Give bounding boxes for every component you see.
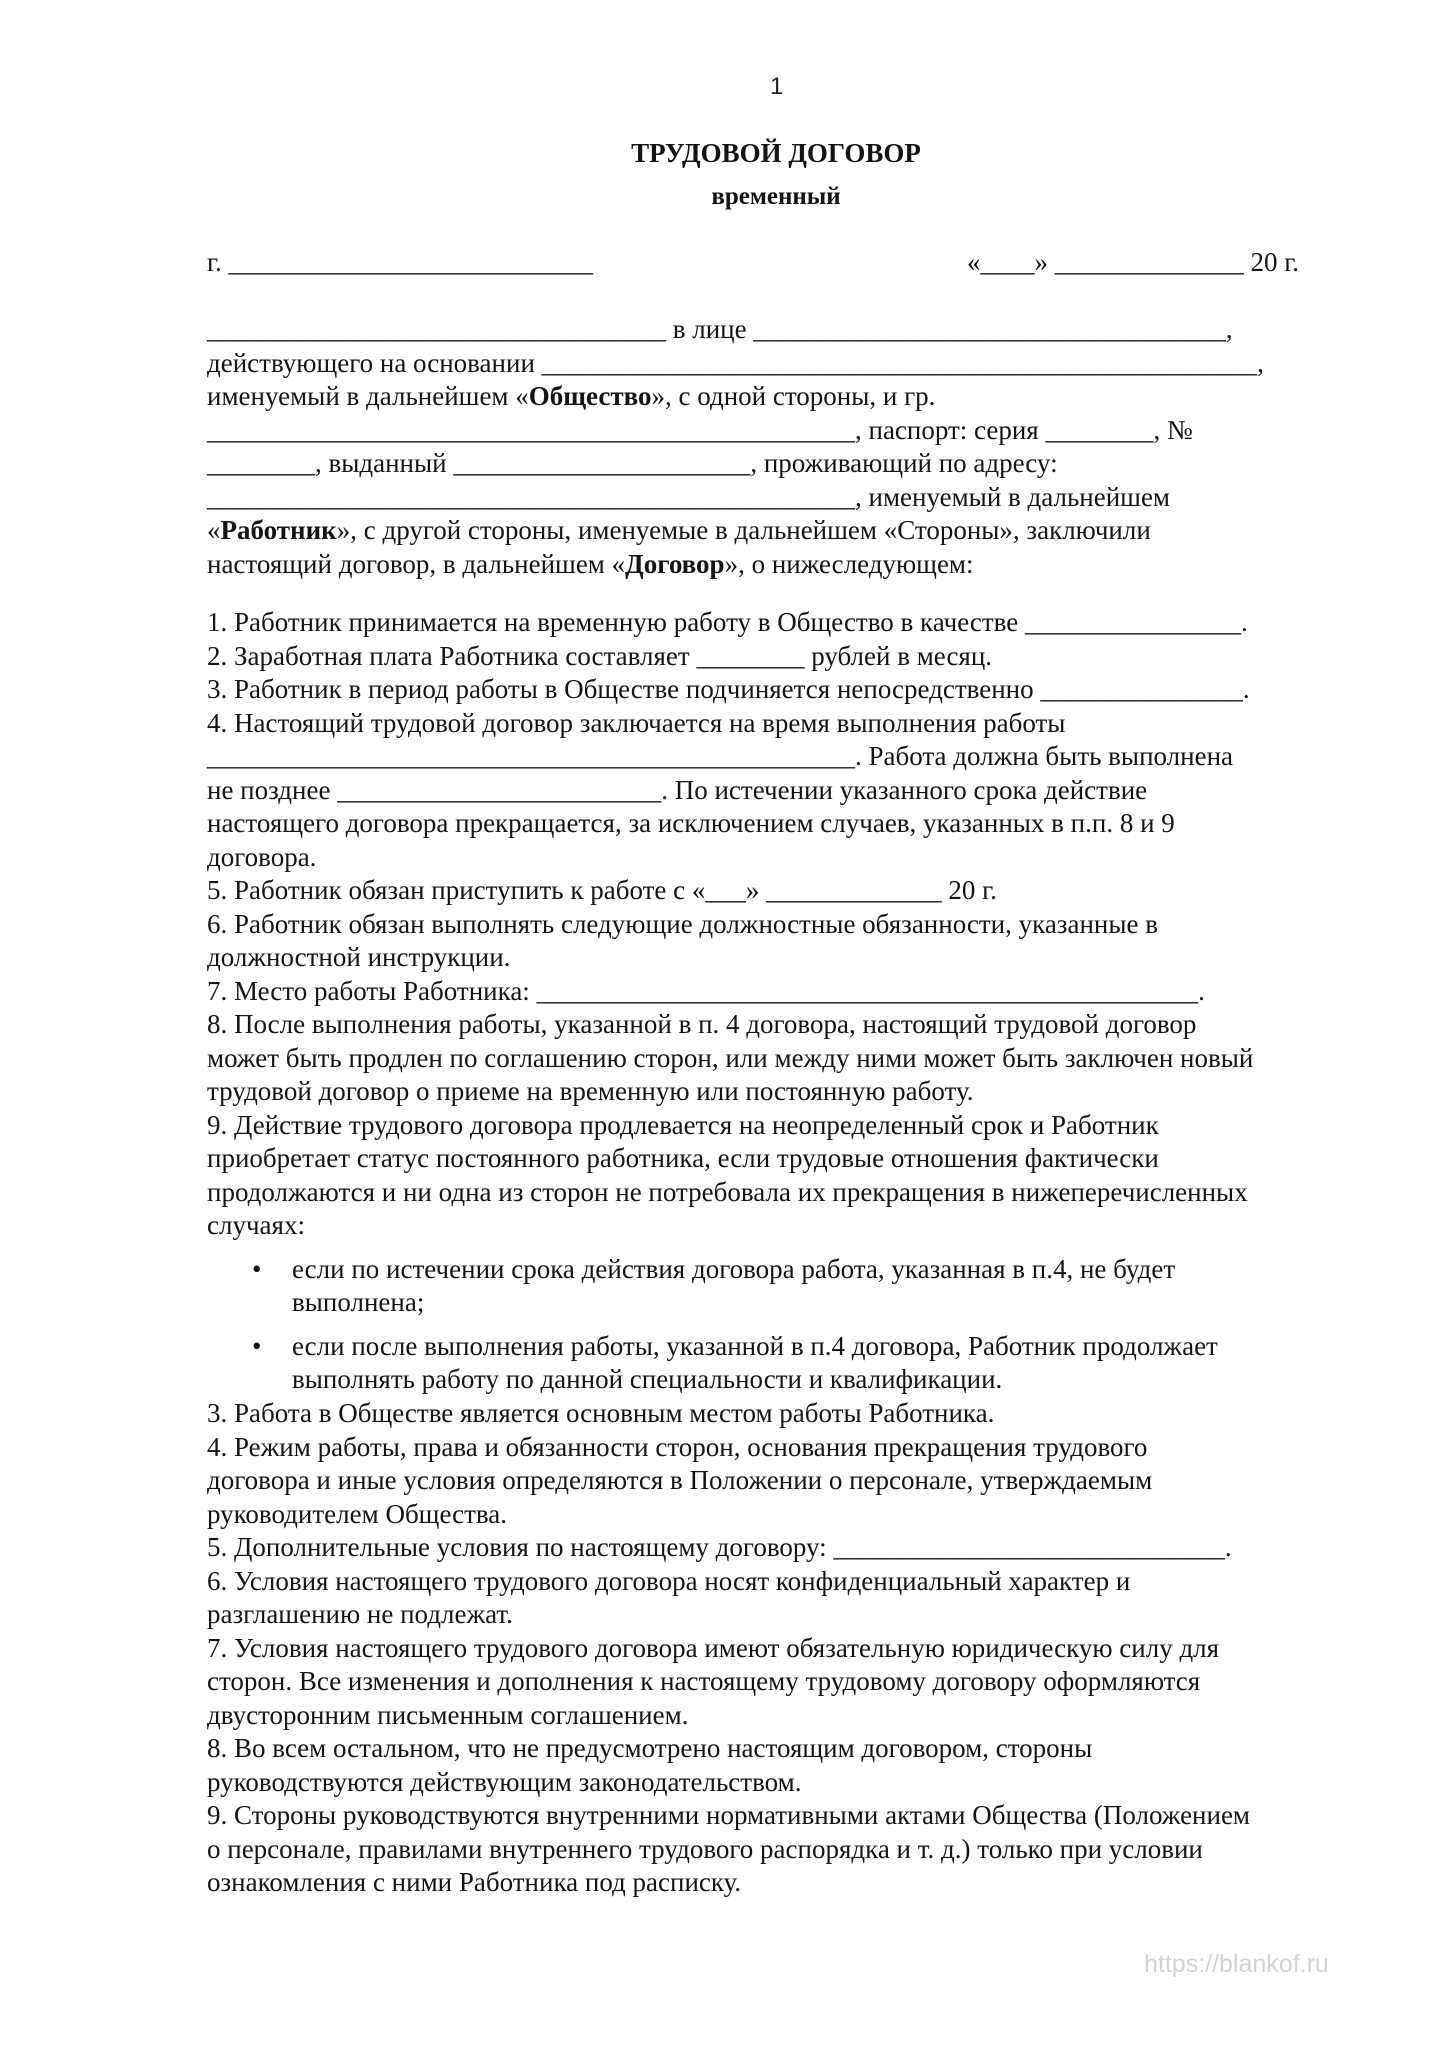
clause-line: 5. Дополнительные условия по настоящему договору: _____________________________. [207,1532,1232,1562]
clause-line: 7. Место работы Работника: _________________________________________________. [207,975,1205,1006]
clause-line: ________________________________________________. Работа должна быть выполнена [207,741,1233,771]
terms-section-2 [207,1397,1347,1900]
society-term: Общество [528,381,652,411]
clause-line: 8. После выполнения работы, указанной в п. 4 договора, настоящий трудовой договор [207,1009,1197,1039]
clause-line: настоящего договора прекращается, за исключением случаев, указанных в п.п. 8 и 9 [207,808,1175,838]
clause-line: 6. Работник обязан выполнять следующие должностные обязанности, указанные в [207,908,1158,939]
clause-line: договора и иные условия определяются в Положении о персонале, утверждаемым [207,1465,1153,1495]
clause-line: ознакомления с ними Работника под расписку. [207,1867,742,1897]
bullet-icon: • [252,1253,262,1284]
clause-line: руководителем Общества. [207,1498,508,1529]
bullet-line: если после выполнения работы, указанной в п.4 договора, Работник продолжает [292,1330,1218,1361]
parties-line-3 [207,380,1347,414]
bullet-icon: • [252,1330,262,1361]
parties-line-8-pre: настоящий договор, в дальнейшем « [207,548,626,579]
parties-line-7-pre: « [207,515,221,545]
clause-line: 3. Работа в Обществе является основным местом работы Работника. [207,1398,995,1428]
document-subtitle: временный [711,183,841,210]
clause-line: продолжаются и ни одна из сторон не потребовала их прекращения в нижеперечисленных [207,1176,1248,1207]
employee-term: Работник [220,515,337,545]
parties-line-7-post: », с другой стороны, именуемые в дальнейшем «Стороны», заключили [336,515,1151,545]
bullet-line: выполнять работу по данной специальности и квалификации. [292,1364,1003,1394]
clause-line: двусторонним письменным соглашением. [207,1699,689,1730]
clause-line: может быть продлен по соглашению сторон, или между ними может быть заключен новый [207,1042,1254,1073]
parties-line-6: ________________________________________________, именуемый в дальнейшем [207,481,1171,512]
clause-line: 1. Работник принимается на временную работу в Общество в качестве ________________. [207,607,1248,637]
bullet-line: если по истечении срока действия договора работа, указанная в п.4, не будет [292,1253,1176,1284]
parties-line-2: действующего на основании _____________________________________________________, [207,347,1264,378]
clause-line: приобретает статус постоянного работника, если трудовые отношения фактически [207,1143,1159,1173]
bullet-line: выполнена; [292,1287,425,1317]
clause-line: разглашению не подлежат. [207,1599,513,1629]
clause-line: не позднее ________________________. По истечении указанного срока действие [207,774,1148,805]
clause-line: договора. [207,841,317,872]
parties-line-8-post: », о нижеследующем: [724,548,974,579]
clause-line: 4. Настоящий трудовой договор заключается на время выполнения работы [207,707,1066,738]
bullet-item [207,1330,1347,1397]
clause-line: 6. Условия настоящего трудового договора носят конфиденциальный характер и [207,1565,1131,1596]
header-date-field: «____» ______________ 20 г. [967,247,1300,277]
clause-line: трудовой договор о приеме на временную или постоянную работу. [207,1076,974,1106]
clause-line: 8. Во всем остальном, что не предусмотрено настоящим договором, стороны [207,1733,1093,1763]
clause-line: 3. Работник в период работы в Обществе подчиняется непосредственно _______________. [207,674,1250,704]
parties-line-4: ________________________________________________, паспорт: серия ________, № [207,414,1193,445]
header-city-field: г. ___________________________ [207,247,594,277]
clause-line: 9. Стороны руководствуются внутренними нормативными актами Общества (Положением [207,1800,1251,1830]
clause-line: сторон. Все изменения и дополнения к настоящему трудовому договору оформляются [207,1666,1201,1696]
clause-line: 2. Заработная плата Работника составляет ________ рублей в месяц. [207,640,993,671]
clause-line: случаях: [207,1210,305,1240]
page-number: 1 [770,73,784,100]
terms-section-1 [207,606,1347,1397]
parties-section [207,313,1347,581]
parties-line-8 [207,548,1347,582]
contract-term: Договор [625,548,725,579]
clause-line: руководствуются действующим законодательством. [207,1766,802,1797]
parties-line-5: ________, выданный ______________________, проживающий по адресу: [207,448,1058,478]
clause-line: должностной инструкции. [207,942,511,972]
bullet-item [207,1253,1347,1320]
clause-line: 9. Действие трудового договора продлевается на неопределенный срок и Работник [207,1109,1159,1140]
clause-line: о персонале, правилами внутреннего трудового распорядка и т. д.) только при условии [207,1833,1203,1864]
parties-line-7 [207,514,1347,548]
clause-line: 5. Работник обязан приступить к работе с «___» _____________ 20 г. [207,875,997,905]
clause-line: 4. Режим работы, права и обязанности сторон, основания прекращения трудового [207,1431,1148,1462]
document-title: ТРУДОВОЙ ДОГОВОР [631,138,921,168]
clause-line: 7. Условия настоящего трудового договора имеют обязательную юридическую силу для [207,1632,1220,1663]
parties-line-3-pre: именуемый в дальнейшем « [207,381,529,411]
parties-line-3-post: », с одной стороны, и гр. [651,381,936,411]
parties-line-1: __________________________________ в лице ___________________________________, [207,314,1233,344]
source-watermark: https://blankof.ru [1144,1950,1329,1978]
